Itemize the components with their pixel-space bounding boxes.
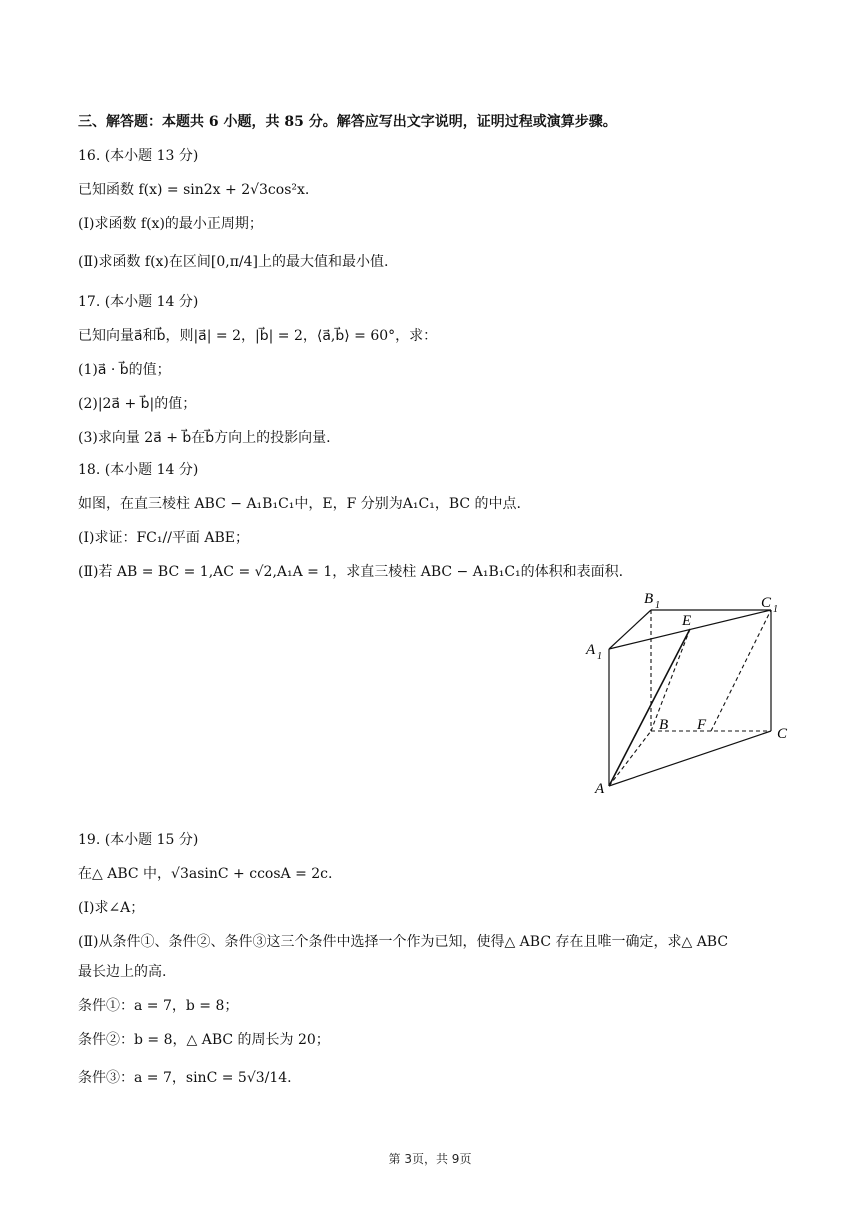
segment-fc1 (711, 610, 771, 731)
label-a1-sub: 1 (597, 651, 602, 662)
segment-be (651, 629, 690, 731)
q19-condition-2: 条件②：b = 8，△ ABC 的周长为 20； (78, 1032, 330, 1048)
q18-heading: 18. (本小题 14 分) (78, 462, 199, 478)
q19-part1: (Ⅰ)求∠A； (78, 900, 145, 916)
q18-part2: (Ⅱ)若 AB = BC = 1,AC = √2,A₁A = 1，求直三棱柱 ABC − A₁B₁C₁的体积和表面积. (78, 564, 624, 580)
edge-a1b1 (609, 610, 651, 649)
q16-part2: (Ⅱ)求函数 f(x)在区间[0,π/4]上的最大值和最小值. (78, 254, 389, 270)
edge-ab (609, 731, 651, 786)
q17-part1: (1)a⃗ · b⃗的值； (78, 362, 171, 378)
q17-stem: 已知向量a⃗和b⃗，则|a⃗| = 2，|b⃗| = 2，⟨a⃗,b⃗⟩ = 60°，求： (78, 328, 438, 344)
label-c1-sub: 1 (773, 604, 778, 615)
q19-heading: 19. (本小题 15 分) (78, 832, 199, 848)
edge-ac (609, 731, 771, 786)
q19-part2-line1: (Ⅱ)从条件①、条件②、条件③这三个条件中选择一个作为已知，使得△ ABC 存在且唯一确定，求△ ABC (78, 934, 729, 950)
section-header: 三、解答题：本题共 6 小题，共 85 分。解答应写出文字说明，证明过程或演算步骤。 (78, 114, 617, 130)
label-f: F (697, 717, 707, 733)
label-b: B (659, 717, 669, 733)
label-a: A (595, 781, 605, 797)
q19-condition-1: 条件①：a = 7，b = 8； (78, 998, 239, 1014)
q17-part3: (3)求向量 2a⃗ + b⃗在b⃗方向上的投影向量. (78, 430, 331, 446)
q19-stem: 在△ ABC 中，√3asinC + ccosA = 2c. (78, 866, 333, 882)
label-b1: B (644, 591, 654, 607)
page-footer: 第 3页，共 9页 (388, 1152, 472, 1166)
q17-part2: (2)|2a⃗ + b⃗|的值； (78, 396, 197, 412)
q18-stem: 如图，在直三棱柱 ABC − A₁B₁C₁中，E，F 分别为A₁C₁，BC 的中点. (78, 496, 521, 512)
q16-part1: (Ⅰ)求函数 f(x)的最小正周期； (78, 216, 263, 232)
q19-condition-3: 条件③：a = 7，sinC = 5√3/14. (78, 1070, 292, 1086)
segment-ae (609, 629, 690, 786)
label-b1-sub: 1 (655, 600, 660, 611)
q16-stem: 已知函数 f(x) = sin2x + 2√3cos²x. (78, 182, 310, 198)
label-e: E (682, 613, 692, 629)
q17-heading: 17. (本小题 14 分) (78, 294, 199, 310)
label-c1: C (761, 595, 772, 611)
q18-part1: (Ⅰ)求证：FC₁//平面 ABE； (78, 530, 249, 546)
q19-part2-line2: 最长边上的高. (78, 964, 167, 980)
edge-a1c1 (609, 610, 771, 649)
label-c: C (777, 726, 788, 742)
label-a1: A (586, 642, 596, 658)
q16-heading: 16. (本小题 13 分) (78, 148, 199, 164)
